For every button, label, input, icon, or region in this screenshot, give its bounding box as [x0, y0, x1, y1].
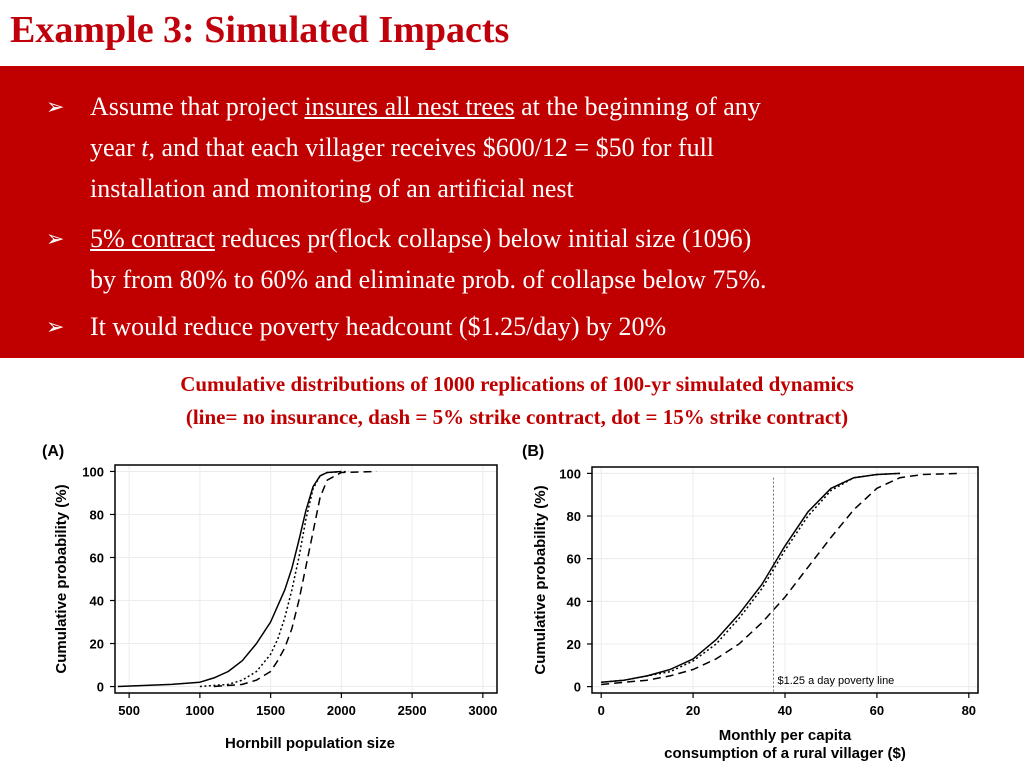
bullet-1-line-3: installation and monitoring of an artificial nest	[90, 174, 574, 203]
chart-a-x-tick-label: 2000	[326, 703, 356, 718]
chart-b-panel-label: (B)	[522, 443, 545, 460]
chart-b-y-tick-label: 100	[559, 466, 581, 482]
chart-b-series-dashed	[601, 473, 959, 684]
chart-a-y-tick-label: 0	[96, 679, 104, 695]
chart-b-y-axis-label: Cumulative probability (%)	[532, 485, 549, 675]
bullet-2-line-1: 5% contract reduces pr(flock collapse) below initial size (1096)	[90, 224, 752, 253]
chart-b-y-tick-label: 60	[566, 551, 581, 567]
bullet-arrow-icon: ➢	[46, 314, 65, 339]
bullet-arrow-icon: ➢	[46, 94, 65, 119]
chart-a-series-dashed	[214, 472, 377, 687]
chart-b-series-solid	[601, 473, 900, 682]
chart-a-x-tick-label: 1500	[256, 703, 286, 718]
slide-title: Example 3: Simulated Impacts	[10, 9, 510, 51]
chart-a-y-tick-label: 80	[89, 507, 104, 523]
bullet-1-line-1: Assume that project insures all nest trees at the beginning of any	[90, 92, 761, 121]
chart-a-y-tick-label: 60	[89, 550, 104, 566]
bullet-3-line-1: It would reduce poverty headcount ($1.25/day) by 20%	[90, 312, 667, 341]
chart-b-x-axis-label: Monthly per capita consumption of a rural villager ($)	[664, 727, 906, 762]
chart-a-series-dotted	[200, 472, 349, 687]
chart-b-y-tick-label: 40	[566, 594, 581, 610]
caption-line-1: Cumulative distributions of 1000 replications of 100-yr simulated dynamics	[180, 372, 854, 396]
chart-b-x-tick-label: 0	[597, 703, 605, 718]
chart-b-y-tick-label: 0	[573, 679, 581, 695]
bullet-1-line-2: year t, and that each villager receives $600/12 = $50 for full	[90, 133, 715, 162]
chart-a-x-tick-label: 500	[118, 703, 140, 718]
chart-a-y-axis-label: Cumulative probability (%)	[53, 484, 70, 674]
chart-a-x-tick-label: 2500	[397, 703, 427, 718]
chart-b-x-tick-label: 60	[869, 703, 885, 718]
bullet-arrow-icon: ➢	[46, 226, 65, 251]
chart-a-x-axis-label: Hornbill population size	[225, 735, 395, 752]
chart-a-y-tick-label: 20	[89, 636, 104, 652]
chart-a-x-tick-label: 1000	[185, 703, 215, 718]
chart-b-x-tick-label: 80	[961, 703, 977, 718]
caption-line-2: (line= no insurance, dash = 5% strike contract, dot = 15% strike contract)	[185, 405, 849, 429]
chart-a-x-tick-label: 3000	[468, 703, 498, 718]
chart-b-x-tick-label: 40	[777, 703, 793, 718]
chart-a-series-solid	[118, 472, 342, 687]
bullet-2-line-2: by from 80% to 60% and eliminate prob. of collapse below 75%.	[90, 265, 767, 294]
chart-b-y-tick-label: 20	[566, 636, 581, 652]
chart-b-x-tick-label: 20	[685, 703, 701, 718]
chart-b-y-tick-label: 80	[566, 509, 581, 525]
chart-b-poverty-line-label: $1.25 a day poverty line	[777, 675, 895, 687]
chart-a-y-tick-label: 100	[82, 464, 104, 480]
chart-a-panel-label: (A)	[42, 443, 65, 460]
chart-b-series-dotted	[601, 473, 900, 682]
chart-a-y-tick-label: 40	[89, 593, 104, 609]
chart-a-plot-frame	[115, 465, 497, 693]
